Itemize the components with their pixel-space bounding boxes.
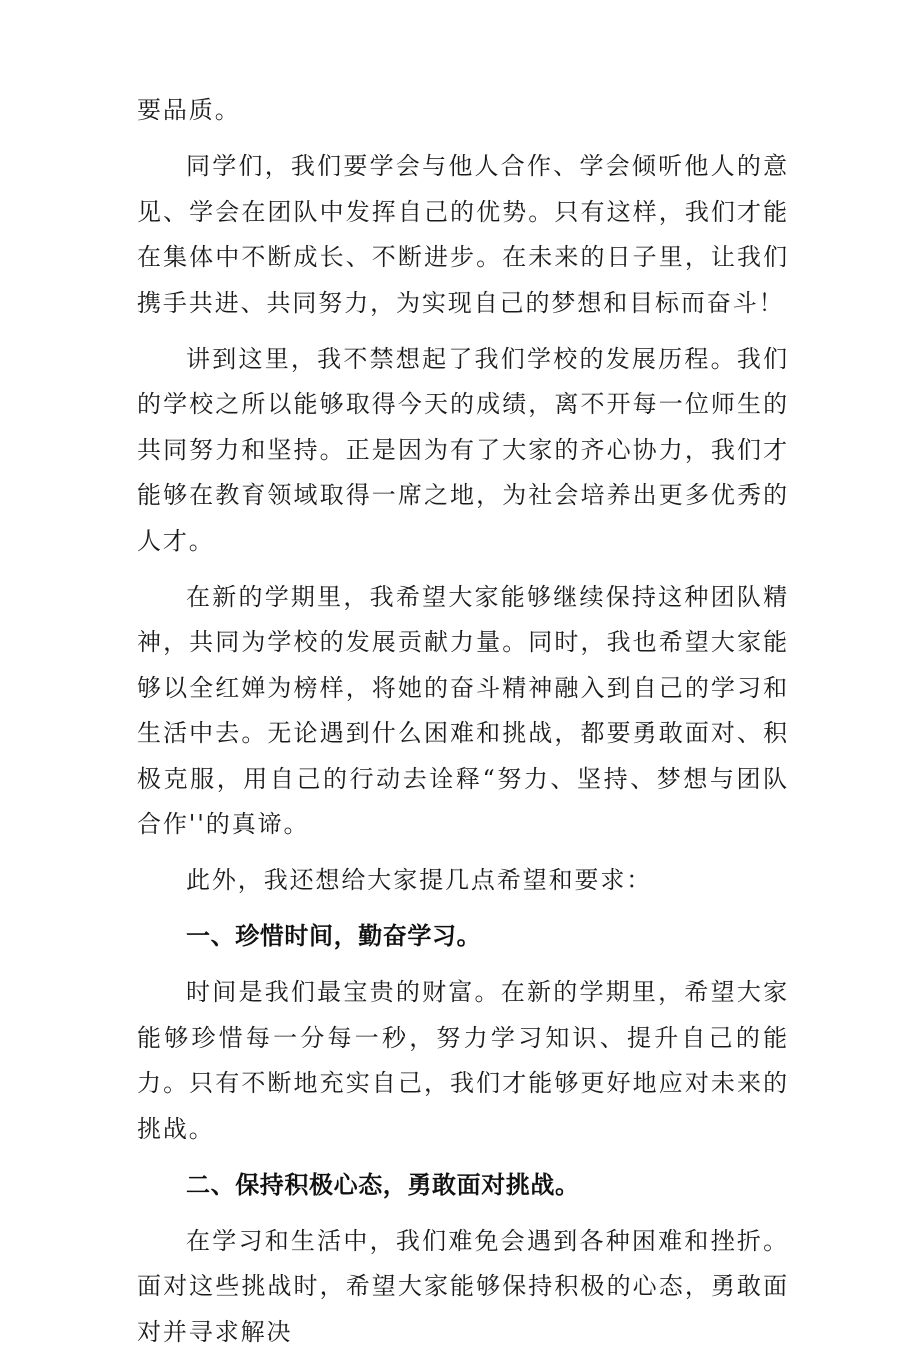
paragraph-gap (137, 326, 789, 337)
paragraph-gap (137, 134, 789, 145)
paragraph-cherish-time: 时间是我们最宝贵的财富。在新的学期里，希望大家能够珍惜每一分每一秒，努力学习知识、提升自己的能力。只有不断地充实自己，我们才能够更好地应对未来的挑战。 (137, 970, 789, 1152)
paragraph-school-history: 讲到这里，我不禁想起了我们学校的发展历程。我们的学校之所以能够取得今天的成绩，离不开每一位师生的共同努力和坚持。正是因为有了大家的齐心协力，我们才能够在教育领域取得一席之地，为社会培养出更多优秀的人才。 (137, 337, 789, 565)
paragraph-new-semester: 在新的学期里，我希望大家能够继续保持这种团队精神，共同为学校的发展贡献力量。同时，我也希望大家能够以全红婵为榜样，将她的奋斗精神融入到自己的学习和生活中去。无论遇到什么困难和挑战，都要勇敢面对、积极克服，用自己的行动去诠释“努力、坚持、梦想与团队合作''的真谛。 (137, 575, 789, 848)
heading-cherish-time: 一、珍惜时间，勤奋学习。 (137, 914, 789, 960)
paragraph-gap (137, 1208, 789, 1219)
paragraph-gap (137, 960, 789, 971)
paragraph-continuation: 要品质。 (137, 88, 789, 134)
paragraph-requirements-intro: 此外，我还想给大家提几点希望和要求： (137, 858, 789, 904)
paragraph-gap (137, 904, 789, 915)
paragraph-positive-attitude: 在学习和生活中，我们难免会遇到各种困难和挫折。面对这些挑战时，希望大家能够保持积极的心态，勇敢面对并寻求解决 (137, 1219, 789, 1355)
heading-positive-attitude: 二、保持积极心态，勇敢面对挑战。 (137, 1163, 789, 1209)
paragraph-gap (137, 564, 789, 575)
document-body (137, 88, 789, 1355)
paragraph-gap (137, 848, 789, 859)
paragraph-teamwork: 同学们，我们要学会与他人合作、学会倾听他人的意见、学会在团队中发挥自己的优势。只有这样，我们才能在集体中不断成长、不断进步。在未来的日子里，让我们携手共进、共同努力，为实现自己的梦想和目标而奋斗！ (137, 144, 789, 326)
paragraph-gap (137, 1152, 789, 1163)
